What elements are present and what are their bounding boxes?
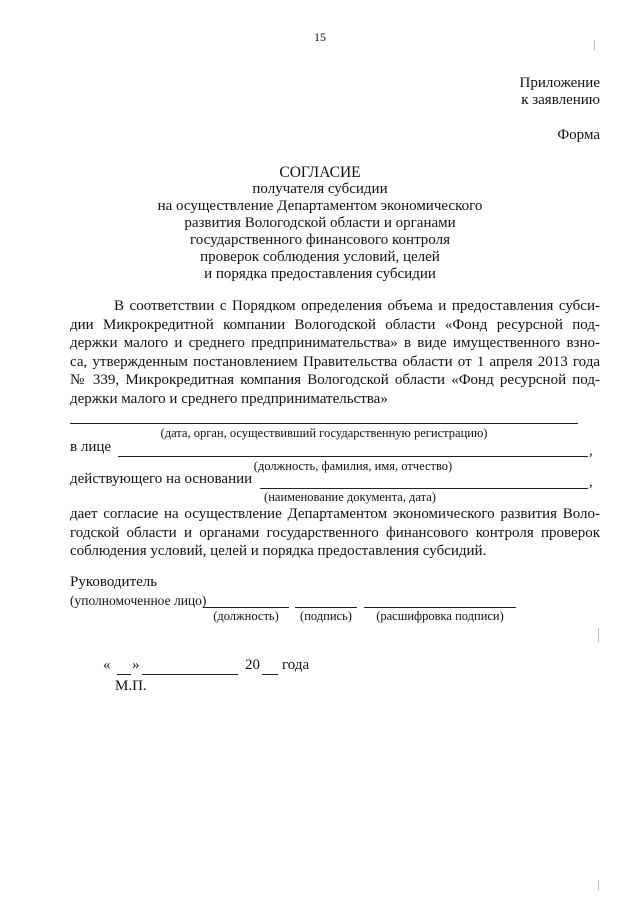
person-fill-line[interactable] (118, 456, 588, 457)
basis-fill-line[interactable] (260, 488, 588, 489)
form-label: Форма (557, 127, 600, 143)
decoding-fill-line[interactable] (364, 607, 516, 608)
intro-line: держки малого и среднего предпринимательства» в виде имущественного взно- (70, 335, 600, 351)
caption-person: (должность, фамилия, имя, отчество) (253, 459, 453, 473)
consent-line: соблюдения условий, целей и порядка предоставления субсидий. (70, 543, 487, 559)
intro-line: В соответствии с Порядком определения объема и предоставления субси- (114, 298, 600, 314)
intro-line: дии Микрокредитной компании Вологодской области «Фонд ресурсной под- (70, 316, 600, 333)
page-number: 15 (314, 30, 326, 44)
title-line: развития Вологодской области и органами (184, 215, 456, 231)
caption-decoding: (расшифровка подписи) (376, 609, 504, 623)
appendix-line-1: Приложение (519, 75, 600, 91)
registration-fill-line[interactable] (70, 423, 578, 424)
intro-line: са, утвержденным постановлением Правительства области от 1 апреля 2013 года (70, 353, 600, 370)
consent-line: дает согласие на осуществление Департаментом экономического развития Воло- (70, 506, 600, 522)
caption-position: (должность) (213, 609, 279, 623)
title-line: проверок соблюдения условий, целей (200, 249, 440, 265)
date-close-quote: » (132, 657, 140, 673)
stamp-label: М.П. (115, 678, 147, 694)
intro-line: держки малого и среднего предпринимательства» (70, 390, 388, 407)
position-fill-line[interactable] (203, 607, 289, 608)
head-label: Руководитель (70, 574, 158, 590)
title-line: государственного финансового контроля (189, 232, 450, 248)
scan-edge-mark (598, 880, 599, 890)
in-person-label: в лице (70, 439, 112, 455)
title-main: СОГЛАСИЕ (279, 164, 361, 181)
caption-signature: (подпись) (300, 609, 352, 623)
title-line: на осуществление Департаментом экономического (157, 198, 483, 214)
consent-line: годской области и органами государственного финансового контроля проверок (70, 524, 600, 541)
appendix-header (519, 75, 600, 109)
intro-paragraph (70, 297, 600, 408)
appendix-line-2: к заявлению (521, 92, 600, 108)
signature-fill-line[interactable] (295, 607, 357, 608)
intro-line: № 339, Микрокредитная компания Вологодской области «Фонд ресурсной под- (70, 372, 600, 388)
title-line: получателя субсидии (252, 181, 388, 197)
consent-paragraph (70, 505, 600, 561)
date-open-quote: « (103, 657, 111, 673)
caption-registration: (дата, орган, осуществивший государственную регистрацию) (160, 426, 488, 440)
title-line: и порядка предоставления субсидии (204, 266, 436, 282)
comma-mark: , (589, 443, 593, 459)
day-fill-line[interactable] (117, 674, 131, 675)
year-prefix: 20 (245, 657, 260, 673)
year-suffix: года (282, 657, 310, 673)
authorized-person-label: (уполномоченное лицо) (70, 593, 207, 608)
document-title (0, 164, 640, 283)
scan-edge-mark (598, 628, 599, 642)
caption-document: (наименование документа, дата) (264, 490, 436, 504)
year-fill-line[interactable] (262, 674, 278, 675)
comma-mark: , (589, 474, 593, 490)
scan-edge-mark (594, 40, 595, 50)
acting-basis-label: действующего на основании (70, 471, 253, 487)
month-fill-line[interactable] (142, 674, 238, 675)
